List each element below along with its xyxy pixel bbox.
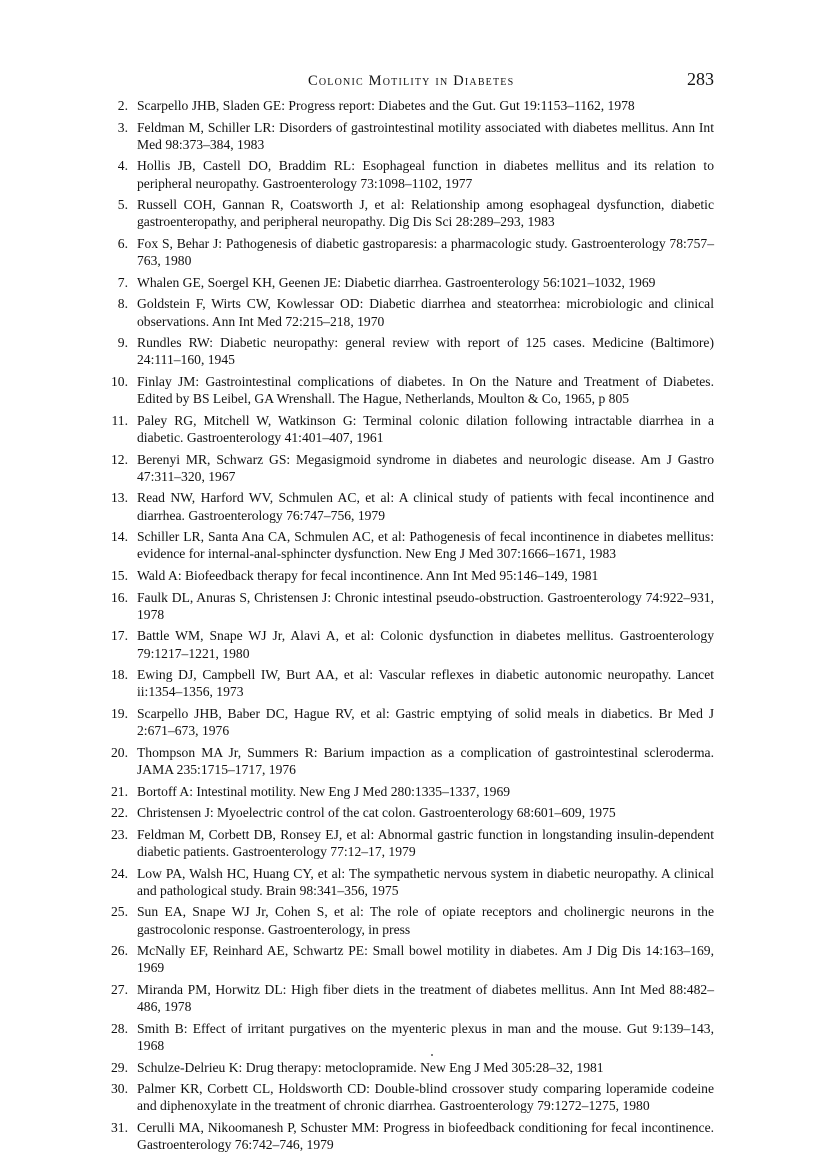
reference-number: 21. [111,783,128,799]
reference-item [108,705,714,739]
reference-text: Berenyi MR, Schwarz GS: Megasigmoid syndrome in diabetes and neurologic disease. Am J Gastro 47:311–320, 1967 [137,451,714,484]
reference-number: 27. [111,981,128,997]
reference-text: Feldman M, Corbett DB, Ronsey EJ, et al: Abnormal gastric function in longstanding insulin-dependent diabetic patients. Gastroenterology 77:12–17, 1979 [137,826,714,859]
reference-item [108,1119,714,1153]
reference-item [108,804,714,821]
reference-text: Bortoff A: Intestinal motility. New Eng J Med 280:1335–1337, 1969 [137,783,511,799]
reference-text: Thompson MA Jr, Summers R: Barium impaction as a complication of gastrointestinal scleroderma. JAMA 235:1715–1717, 1976 [137,744,714,777]
reference-text: Scarpello JHB, Baber DC, Hague RV, et al: Gastric emptying of solid meals in diabetics. Br Med J 2:671–673, 1976 [137,705,714,739]
page-header [108,70,714,92]
reference-number: 2. [117,98,128,113]
print-speck [431,1054,433,1056]
reference-number: 23. [111,826,128,842]
reference-number: 17. [111,628,128,644]
reference-number: 6. [117,235,128,251]
reference-text: Battle WM, Snape WJ Jr, Alavi A, et al: Colonic dysfunction in diabetes mellitus. Gastroenterology 79:1217–1221, 1980 [137,628,714,661]
reference-number: 4. [117,158,128,174]
reference-item [108,373,714,407]
reference-text: McNally EF, Reinhard AE, Schwartz PE: Small bowel motility in diabetes. Am J Dig Dis 14:163–169, 1969 [137,943,714,976]
reference-item [108,666,714,700]
reference-text: Cerulli MA, Nikoomanesh P, Schuster MM: Progress in biofeedback conditioning for fecal incontinence. Gastroenterology 76:742–746, 1979 [137,1119,714,1153]
reference-number: 26. [111,943,128,959]
reference-item [108,119,714,153]
reference-number: 31. [111,1119,128,1135]
reference-text: Whalen GE, Soergel KH, Geenen JE: Diabetic diarrhea. Gastroenterology 56:1021–1032, 1969 [137,274,656,290]
reference-text: Rundles RW: Diabetic neuropathy: general review with report of 125 cases. Medicine (Baltimore) 24:111–160, 1945 [137,335,714,368]
reference-text: Hollis JB, Castell DO, Braddim RL: Esophageal function in diabetes mellitus and its relation to peripheral neuropathy. Gastroenterology 73:1098–1102, 1977 [137,158,714,191]
reference-number: 28. [111,1020,128,1036]
reference-text: Feldman M, Schiller LR: Disorders of gastrointestinal motility associated with diabetes mellitus. Ann Int Med 98:373–384, 1983 [137,119,714,152]
reference-text: Wald A: Biofeedback therapy for fecal incontinence. Ann Int Med 95:146–149, 1981 [137,567,599,583]
reference-text: Fox S, Behar J: Pathogenesis of diabetic gastroparesis: a pharmacologic study. Gastroenterology 78:757–763, 1980 [137,235,714,269]
reference-item [108,865,714,899]
reference-item [108,157,714,191]
reference-number: 7. [117,274,128,290]
reference-number: 30. [111,1081,128,1097]
reference-item [108,528,714,562]
page-number: 283 [687,69,714,89]
reference-text: Russell COH, Gannan R, Coatsworth J, et al: Relationship among esophageal dysfunction, diabetic gastroenteropathy, and peripheral neuropathy. Dig Dis Sci 28:289–293, 1983 [137,197,714,230]
reference-number: 29. [111,1059,128,1075]
reference-item [108,295,714,329]
reference-item [108,274,714,291]
reference-item [108,451,714,485]
reference-item [108,1020,714,1054]
running-head: Colonic Motility in Diabetes [308,73,515,89]
reference-text: Sun EA, Snape WJ Jr, Cohen S, et al: The role of opiate receptors and cholinergic neurons in the gastrocolonic response. Gastroenterology, in press [137,904,714,937]
reference-number: 15. [111,567,128,583]
reference-item [108,1080,714,1114]
reference-number: 20. [111,744,128,760]
reference-number: 14. [111,529,128,545]
reference-item [108,97,714,114]
reference-text: Read NW, Harford WV, Schmulen AC, et al: A clinical study of patients with fecal incontinence and diarrhea. Gastroenterology 76:747–756, 1979 [137,490,714,523]
reference-item [108,489,714,523]
reference-number: 25. [111,904,128,920]
reference-number: 8. [117,296,128,312]
reference-item [108,334,714,368]
reference-text: Christensen J: Myoelectric control of the cat colon. Gastroenterology 68:601–609, 1975 [137,805,616,821]
reference-item [108,981,714,1015]
reference-number: 18. [111,667,128,683]
reference-number: 10. [111,373,128,389]
reference-number: 22. [111,805,128,821]
reference-text: Schulze-Delrieu K: Drug therapy: metoclopramide. New Eng J Med 305:28–32, 1981 [137,1059,604,1075]
reference-number: 3. [117,119,128,135]
reference-item [108,627,714,661]
reference-number: 19. [111,705,128,721]
reference-text: Goldstein F, Wirts CW, Kowlessar OD: Diabetic diarrhea and steatorrhea: microbiologic and clinical observations. Ann Int Med 72:215–218, 1970 [137,296,714,329]
reference-number: 13. [111,490,128,506]
reference-text: Low PA, Walsh HC, Huang CY, et al: The sympathetic nervous system in diabetic neuropathy. A clinical and pathological study. Brain 98:341–356, 1975 [137,865,714,898]
reference-text: Faulk DL, Anuras S, Christensen J: Chronic intestinal pseudo-obstruction. Gastroenterology 74:922–931, 1978 [137,589,714,622]
reference-item [108,567,714,584]
reference-item [108,196,714,230]
reference-item [108,783,714,800]
reference-item [108,942,714,976]
reference-item [108,412,714,446]
reference-item [108,589,714,623]
reference-number: 16. [111,589,128,605]
reference-item [108,235,714,269]
reference-item [108,903,714,937]
reference-number: 5. [117,197,128,213]
reference-item [108,744,714,778]
reference-text: Ewing DJ, Campbell IW, Burt AA, et al: Vascular reflexes in diabetic autonomic neuropathy. Lancet ii:1354–1356, 1973 [137,667,714,700]
reference-text: Miranda PM, Horwitz DL: High fiber diets in the treatment of diabetes mellitus. Ann Int Med 88:482–486, 1978 [137,981,714,1015]
reference-text: Smith B: Effect of irritant purgatives on the myenteric plexus in man and the mouse. Gut 9:139–143, 1968 [137,1020,714,1053]
reference-text: Scarpello JHB, Sladen GE: Progress report: Diabetes and the Gut. Gut 19:1153–1162, 1978 [137,98,635,113]
reference-text: Finlay JM: Gastrointestinal complications of diabetes. In On the Nature and Treatment of Diabetes. Edited by BS Leibel, GA Wrenshall. The Hague, Netherlands, Moulton & Co, 1965, p 805 [137,373,714,407]
reference-item [108,1059,714,1076]
reference-text: Paley RG, Mitchell W, Watkinson G: Terminal colonic dilation following intractable diarrhea in a diabetic. Gastroenterology 41:401–407, 1961 [137,412,714,445]
reference-number: 11. [111,412,128,428]
reference-text: Palmer KR, Corbett CL, Holdsworth CD: Double-blind crossover study comparing loperamide codeine and diphenoxylate in the treatment of chronic diarrhea. Gastroenterology 79:1272–1275, 1980 [137,1081,714,1114]
reference-number: 12. [111,451,128,467]
reference-text: Schiller LR, Santa Ana CA, Schmulen AC, et al: Pathogenesis of fecal incontinence in diabetes mellitus: evidence for internal-anal-sphincter dysfunction. New Eng J Med 307:1666–1671, 1983 [137,529,714,562]
reference-number: 24. [111,865,128,881]
reference-item [108,826,714,860]
reference-list [108,97,714,1158]
reference-number: 9. [117,335,128,351]
